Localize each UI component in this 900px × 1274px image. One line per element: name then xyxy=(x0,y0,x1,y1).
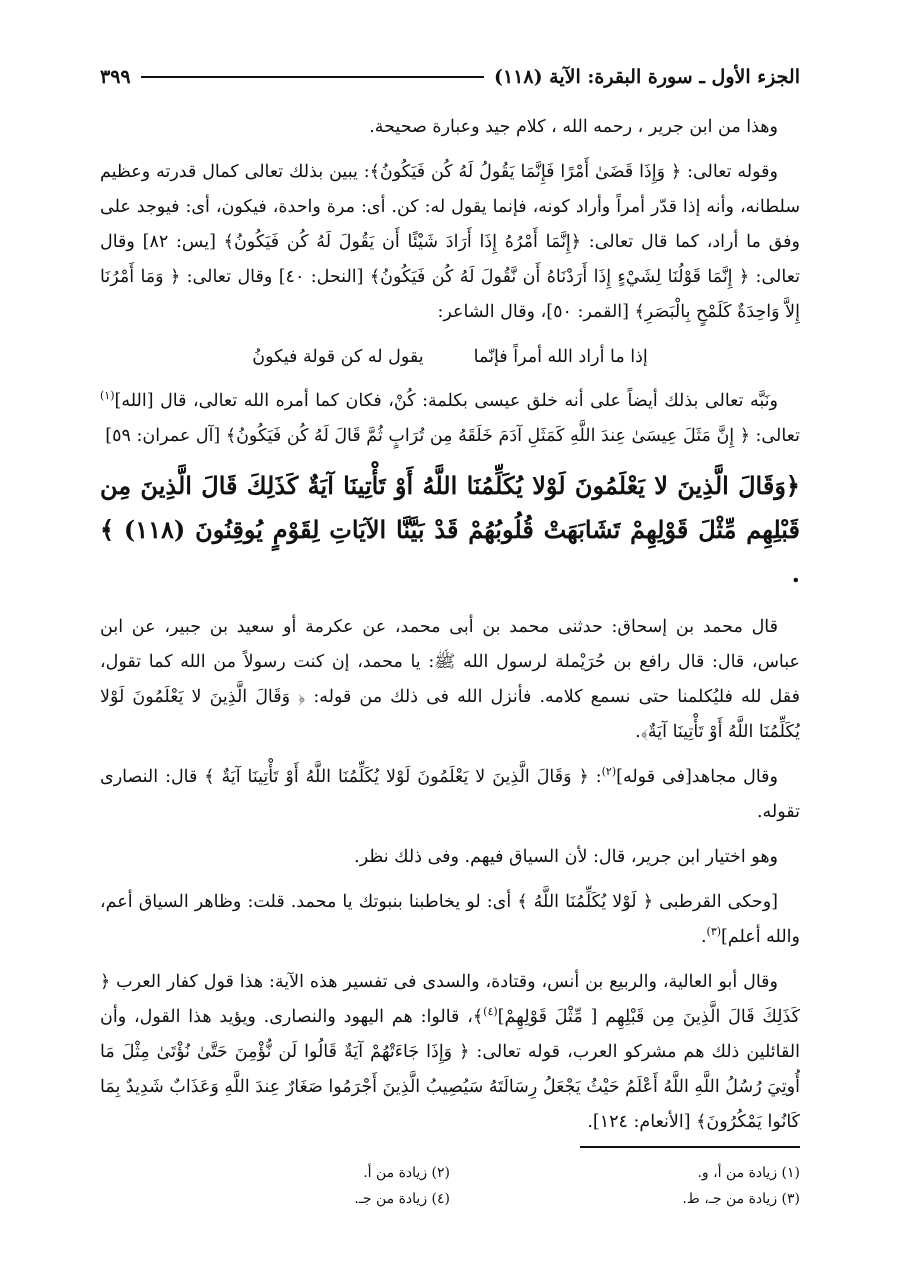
paragraph-mujahid xyxy=(100,760,800,830)
footnote-ref-2[interactable]: (٢) xyxy=(601,765,617,779)
footnote-ref-4[interactable]: (٤) xyxy=(483,1005,498,1019)
paragraph-kun-fayakun: وقوله تعالى: ﴿ وَإِذَا قَضَىٰ أَمْرًا فَإِنَّمَا يَقُولُ لَهُ كُن فَيَكُونُ﴾: يبين بذلك تعالى كمال قدرته وعظيم سلطانه، وأنه إذا قدّر أمراً وأراد كونه، فإنما يقول له: كن. أى: مرة واحدة، فيكون، أى: فيوجد على وفق ما أراد، كما قال تعالى: ﴿إِنَّمَا أَمْرُهُ إِذَا أَرَادَ شَيْئًا أَن يَقُولَ لَهُ كُن فَيَكُونُ﴾ [يس: ٨٢] وقال تعالى: ﴿ إِنَّمَا قَوْلُنَا لِشَيْءٍ إِذَا أَرَدْنَاهُ أَن نَّقُولَ لَهُ كُن فَيَكُونُ﴾ [النحل: ٤٠] وقال تعالى: ﴿ وَمَا أَمْرُنَا إِلاَّ وَاحِدَةٌ كَلَمْحٍ بِالْبَصَرِ﴾ [القمر: ٥٠]، وقال الشاعر: xyxy=(100,162,801,322)
footnote-1: (١) زيادة من أ، و. xyxy=(697,1165,800,1181)
paragraph-qurtubi-text-after: . xyxy=(700,927,707,947)
paragraph-qurtubi xyxy=(100,885,800,955)
paragraph-mujahid-text: وقال مجاهد[فى قوله] xyxy=(616,767,778,787)
page-body xyxy=(100,110,800,1150)
page-header xyxy=(100,60,800,94)
paragraph-abulaliya-text-after: ﴾، قالوا: هم اليهود والنصارى. ويؤيد هذا القول، وأن القائلين ذلك هم مشركو العرب، قوله تعالى: ﴿ وَإِذَا جَاءَتْهُمْ آيَةٌ قَالُوا لَن نُّؤْمِنَ حَتَّىٰ نُؤْتَىٰ مِثْلَ مَا أُوتِيَ رُسُلُ اللَّهِ اللَّهُ أَعْلَمُ حَيْثُ يَجْعَلُ رِسَالَتَهُ سَيُصِيبُ الَّذِينَ أَجْرَمُوا صَغَارٌ عِندَ اللَّهِ وَعَذَابٌ شَدِيدٌ بِمَا كَانُوا يَمْكُرُونَ﴾ [الأنعام: ١٢٤]. xyxy=(100,1007,800,1132)
paragraph-tabari-praise: وهذا من ابن جرير ، رحمه الله ، كلام جيد وعبارة صحيحة. xyxy=(369,117,778,137)
quran-verse-118: ﴿وَقَالَ الَّذِينَ لا يَعْلَمُونَ لَوْلا يُكَلِّمُنَا اللَّهُ أَوْ تَأْتِينَا آيَةٌ كَذَلِكَ قَالَ الَّذِينَ مِن قَبْلِهِم مِّثْلَ قَوْلِهِمْ تَشَابَهَتْ قُلُوبُهُمْ قَدْ بَيَّنَّا الآيَاتِ لِقَوْمٍ يُوقِنُونَ (١١٨) ﴾ . xyxy=(100,471,800,588)
footnote-3: (٣) زيادة من جـ، ط. xyxy=(682,1191,800,1207)
poem-verse xyxy=(100,340,800,374)
paragraph-mujahid-text-after: : ﴿ وَقَالَ الَّذِينَ لا يَعْلَمُونَ لَوْلا يُكَلِّمُنَا اللَّهُ أَوْ تَأْتِينَا آيَةٌ ﴾ قال: النصارى تقوله. xyxy=(100,767,800,822)
header-rule xyxy=(141,76,484,78)
paragraph-isa-text-after: تعالى: ﴿ إِنَّ مَثَلَ عِيسَىٰ عِندَ اللَّهِ كَمَثَلِ آدَمَ خَلَقَهُ مِن تُرَابٍ ثُمَّ قَالَ لَهُ كُن فَيَكُونُ﴾ [آل عمران: ٥٩] xyxy=(105,426,800,446)
paragraph-ibn-ishaq: قال محمد بن إسحاق: حدثنى محمد بن أبى محمد، عن عكرمة أو سعيد بن جبير، عن ابن عباس، قال: قال رافع بن حُرَيْملة لرسول الله ﷺ: يا محمد، إن كنت رسولاً من الله كما تقول، فقل لله فليُكلمنا حتى نسمع كلامه. فأنزل الله فى ذلك من قوله: ﴿ وَقَالَ الَّذِينَ لا يَعْلَمُونَ لَوْلا يُكَلِّمُنَا اللَّهُ أَوْ تَأْتِينَا آيَةٌ﴾. xyxy=(100,617,800,742)
paragraph-qurtubi-text: [وحكى القرطبى ﴿ لَوْلا يُكَلِّمُنَا اللَّهُ ﴾ أى: لو يخاطبنا بنبوتك يا محمد. قلت: وظاهر السياق أعم، والله أعلم] xyxy=(100,892,800,947)
paragraph-abulaliya-text: وقال أبو العالية، والربيع بن أنس، وقتادة، والسدى فى تفسير هذه الآية: هذا قول كفار العرب ﴿ كَذَلِكَ قَالَ الَّذِينَ مِن قَبْلِهِم [ مِّثْلَ قَوْلِهِمْ] xyxy=(100,972,800,1027)
running-title: الجزء الأول ـ سورة البقرة: الآية (١١٨) xyxy=(493,66,800,88)
footnote-4: (٤) زيادة من جـ. xyxy=(354,1191,450,1207)
footnotes xyxy=(100,1160,800,1212)
page-number: ٣٩٩ xyxy=(100,66,131,88)
paragraph-abulaliya xyxy=(100,965,800,1140)
paragraph-tabari-choice: وهو اختيار ابن جرير، قال: لأن السياق فيهم. وفى ذلك نظر. xyxy=(354,847,778,867)
paragraph-isa xyxy=(100,384,800,454)
poem-hemistich-second: يقول له كن قولة فيكونُ xyxy=(252,347,424,367)
paragraph-isa-text: ونَبَّه تعالى بذلك أيضاً على أنه خلق عيسى بكلمة: كُنْ، فكان كما أمره الله تعالى، قال [الله] xyxy=(114,391,778,411)
footnote-ref-3[interactable]: (٣) xyxy=(706,925,722,939)
footnote-ref-1[interactable]: (١) xyxy=(100,389,115,403)
footnote-2: (٢) زيادة من أ. xyxy=(363,1165,450,1181)
poem-hemistich-first: إذا ما أراد الله أمراً فإنّما xyxy=(473,347,648,367)
footnote-separator xyxy=(580,1146,800,1148)
